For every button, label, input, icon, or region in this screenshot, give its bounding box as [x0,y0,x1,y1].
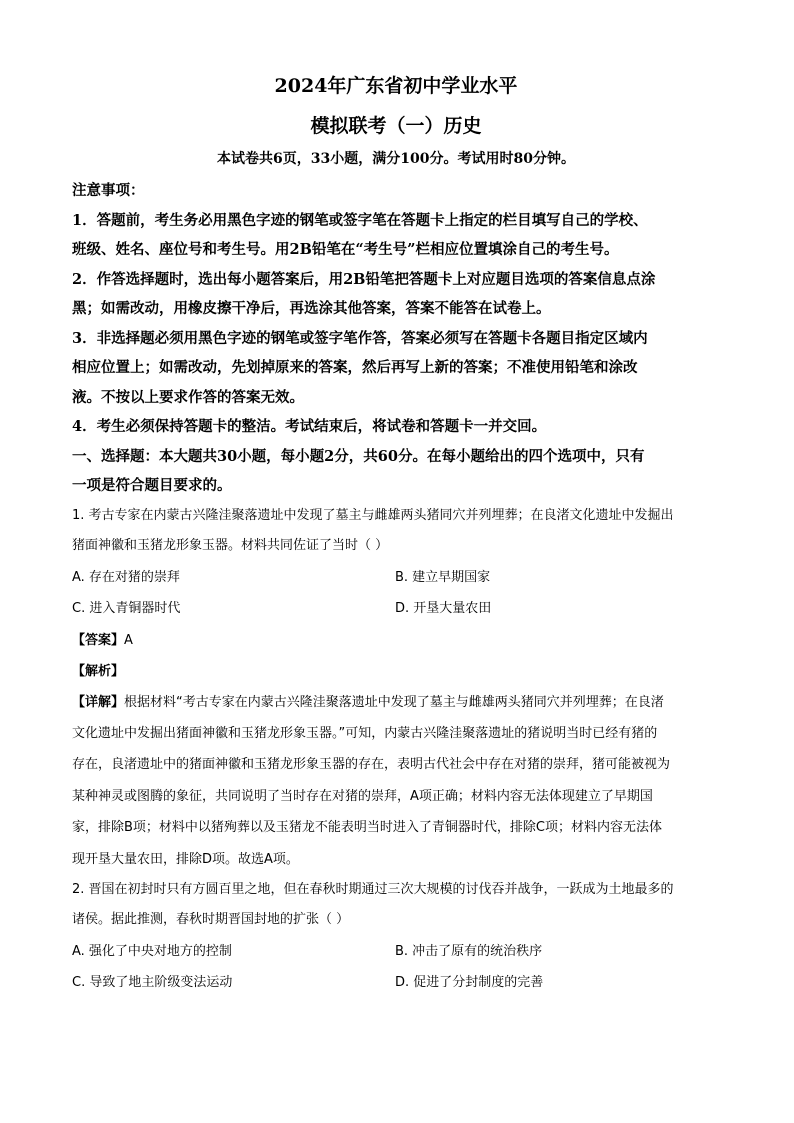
option-a: A. 强化了中央对地方的控制 [72,943,232,959]
section-header [72,442,720,501]
instruction-line: 2．作答选择题时，选出每小题答案后，用2B铅笔把答题卡上对应题目选项的答案信息点涂 [72,270,656,288]
instruction-line: 1．答题前，考生务必用黑色字迹的钢笔或签字笔在答题卡上指定的栏目填写自己的学校、 [72,211,648,229]
option-b: B. 冲击了原有的统治秩序 [395,943,543,959]
question-stem: 诸侯。据此推测，春秋时期晋国封地的扩张（ ） [72,912,350,928]
question-stem: 猪面神徽和玉猪龙形象玉器。材料共同佐证了当时（ ） [72,538,389,553]
detail-line [72,687,720,718]
detail-label: 【详解】 [72,694,125,710]
analysis-line [72,656,720,687]
answer-value: A [124,632,133,648]
exam-subtitle: 本试卷共6页，33小题，满分100分。考试用时80分钟。 [217,151,575,167]
section-line: 一、选择题：本大题共30小题，每小题2分，共60分。在每小题给出的四个选项中，只有 [72,447,645,465]
option-d: D. 促进了分封制度的完善 [395,975,544,991]
answer-line [72,625,720,656]
detail-text: 根据材料“考古专家在内蒙古兴隆洼聚落遗址中发现了墓主与雌雄两头猪同穴并列埋葬；在良渚 [124,694,664,710]
exam-title-line1: 2024年广东省初中学业水平 [274,75,518,97]
analysis-label: 【解析】 [72,663,125,679]
question-2 [72,875,720,999]
detail-line: 家，排除B项；材料中以猪殉葬以及玉猪龙不能表明当时进入了青铜器时代，排除C项；材料内容无法体 [72,820,662,836]
exam-title-line2: 模拟联考（一）历史 [310,115,482,137]
instruction-line: 黑；如需改动，用橡皮擦干净后，再选涂其他答案，答案不能答在试卷上。 [72,300,551,317]
question-options [72,562,720,625]
question-options [72,936,720,999]
instruction-line: 3．非选择题必须用黑色字迹的钢笔或签字笔作答，答案必须写在答题卡各题目指定区域内 [72,329,648,347]
option-c: C. 进入青铜器时代 [72,601,181,616]
detail-line: 文化遗址中发掘出猪面神徽和玉猪龙形象玉器。”可知，内蒙古兴隆洼聚落遗址的猪说明当时已经有猪的 [72,725,658,741]
option-a: A. 存在对猪的崇拜 [72,569,180,585]
detail-line: 某种神灵或图腾的象征，共同说明了当时存在对猪的崇拜，A项正确；材料内容无法体现建立了早期国 [72,788,653,804]
detail-line: 存在，良渚遗址中的猪面神徽和玉猪龙形象玉器的存在，表明古代社会中存在对猪的崇拜，猪可能被视为 [72,757,671,773]
instructions-heading: 注意事项： [72,182,145,199]
detail-line: 现开垦大量农田，排除D项。故选A项。 [72,851,299,867]
instruction-line: 班级、姓名、座位号和考生号。用2B铅笔在“考生号”栏相应位置填涂自己的考生号。 [72,241,619,258]
option-d: D. 开垦大量农田 [395,601,492,616]
answer-label: 【答案】 [72,632,125,648]
section-line: 一项是符合题目要求的。 [72,477,232,494]
instruction-line: 4．考生必须保持答题卡的整洁。考试结束后，将试卷和答题卡一并交回。 [72,418,547,435]
instruction-line: 液。不按以上要求作答的答案无效。 [72,388,304,406]
option-b: B. 建立早期国家 [395,569,491,585]
question-stem: 2. 晋国在初封时只有方圆百里之地，但在春秋时期通过三次大规模的讨伐吞并战争，一跃成为土地最多的 [72,881,674,897]
question-1 [72,501,720,875]
question-stem: 1. 考古专家在内蒙古兴隆洼聚落遗址中发现了墓主与雌雄两头猪同穴并列埋葬；在良渚文化遗址中发掘出 [72,507,674,523]
instruction-line: 相应位置上；如需改动，先划掉原来的答案，然后再写上新的答案；不准使用铅笔和涂改 [72,359,638,376]
instructions [72,176,720,442]
option-c: C. 导致了地主阶级变法运动 [72,975,233,991]
